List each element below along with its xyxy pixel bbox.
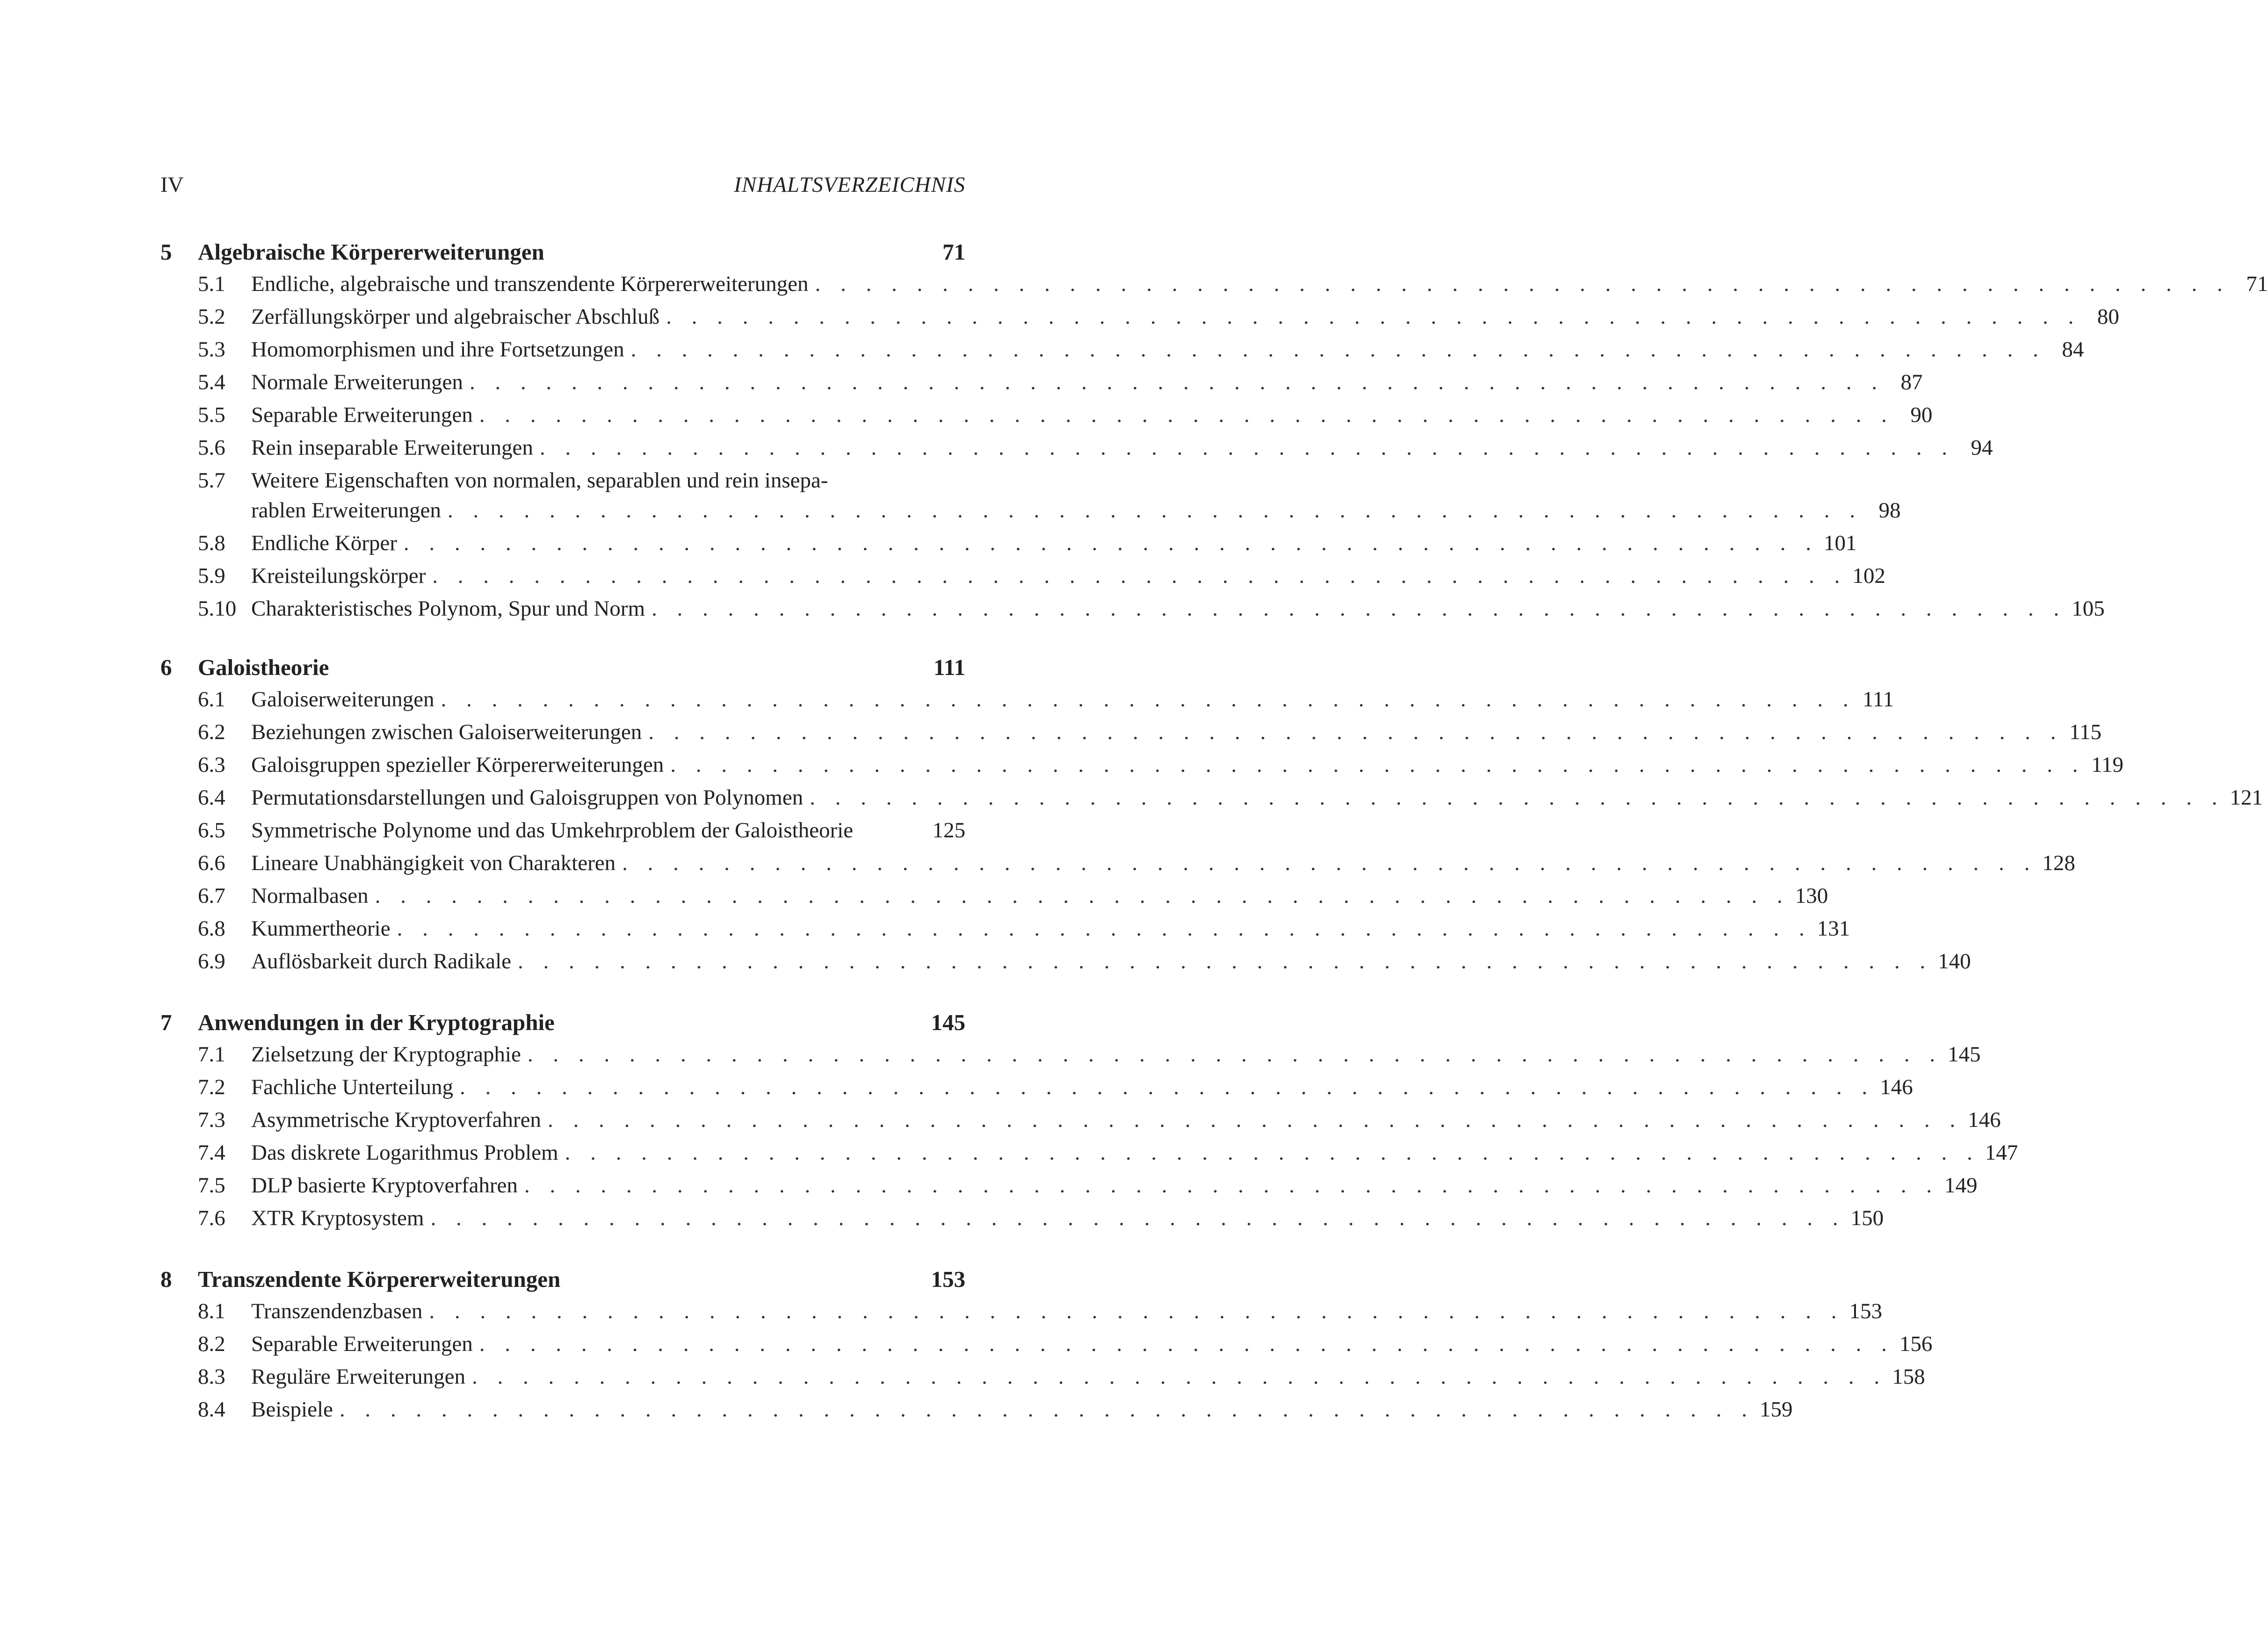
page-header (160, 172, 965, 200)
section-page: 102 (1852, 564, 1886, 588)
section-page: 159 (1760, 1397, 1793, 1422)
chapter-heading[interactable] (160, 654, 965, 687)
section-page: 87 (1900, 370, 1923, 394)
toc-entry[interactable] (160, 370, 1923, 402)
section-title: Endliche, algebraische und transzendente Körpererweiterungen (251, 272, 809, 296)
section-title: DLP basierte Kryptoverfahren (251, 1173, 518, 1198)
section-number: 6.6 (198, 851, 225, 875)
section-title: Homomorphismen und ihre Fortsetzungen (251, 337, 624, 362)
section-page: 121 (2230, 785, 2263, 810)
dot-leader (479, 1331, 1894, 1357)
section-title: Kummertheorie (251, 916, 391, 941)
toc-entry[interactable] (160, 785, 2263, 818)
toc-entry[interactable] (160, 596, 2105, 629)
section-number: 5.6 (198, 436, 225, 460)
section-page: 150 (1850, 1206, 1884, 1230)
section-title: Separable Erweiterungen (251, 403, 473, 427)
section-page: 128 (2042, 851, 2075, 875)
toc-entry[interactable] (160, 530, 1857, 563)
toc-entry[interactable] (160, 1205, 1884, 1238)
section-title: Galoiserweiterungen (251, 687, 435, 712)
dot-leader (652, 596, 2066, 621)
section-page: 119 (2091, 753, 2123, 777)
toc-entry[interactable] (160, 883, 1828, 916)
toc-entry[interactable] (160, 271, 2268, 304)
toc-entry[interactable] (160, 687, 1894, 719)
toc-entry[interactable] (160, 1075, 1913, 1107)
section-number: 6.3 (198, 753, 225, 777)
dot-leader (429, 1299, 1844, 1324)
chapter-8 (160, 1266, 1933, 1430)
toc-entry[interactable] (160, 468, 1901, 530)
section-title: Zielsetzung der Kryptographie (251, 1042, 521, 1067)
page-number: IV (160, 173, 184, 197)
section-page: 94 (1971, 436, 1993, 460)
section-number: 7.4 (198, 1140, 225, 1165)
chapter-heading[interactable] (160, 239, 965, 271)
section-title: Charakteristisches Polynom, Spur und Norm (251, 596, 645, 621)
dot-leader (622, 850, 2037, 876)
section-page: 90 (1910, 403, 1933, 427)
toc-entry[interactable] (160, 1173, 1978, 1205)
dot-leader (565, 1140, 1980, 1165)
section-title: Lineare Unabhängigkeit von Charakteren (251, 851, 616, 875)
section-page: 98 (1878, 498, 1901, 523)
toc-entry[interactable] (160, 752, 2123, 785)
section-number: 6.2 (198, 720, 225, 744)
dot-leader (548, 1107, 1963, 1133)
section-number: 7.5 (198, 1173, 225, 1198)
section-title: Beispiele (251, 1397, 333, 1422)
dot-leader (432, 563, 1847, 588)
section-title: Galoisgruppen spezieller Körpererweiterungen (251, 753, 664, 777)
section-number: 5.10 (198, 596, 237, 621)
section-number: 8.2 (198, 1332, 225, 1356)
chapter-title: Anwendungen in der Kryptographie (198, 1009, 555, 1035)
toc-entry[interactable] (160, 402, 1933, 435)
chapter-number: 8 (160, 1266, 172, 1292)
section-page: 125 (932, 818, 965, 842)
dot-leader (810, 785, 2225, 810)
toc-entry[interactable] (160, 1364, 1925, 1397)
section-page: 146 (1880, 1075, 1913, 1099)
chapter-title: Algebraische Körpererweiterungen (198, 239, 544, 265)
dot-leader (460, 1075, 1875, 1100)
dot-leader (404, 530, 1819, 556)
dot-leader (479, 402, 1894, 428)
chapter-number: 5 (160, 239, 172, 265)
toc-entry[interactable] (160, 818, 965, 850)
dot-leader (448, 498, 1862, 523)
section-title: Reguläre Erweiterungen (251, 1365, 466, 1389)
section-number: 7.2 (198, 1075, 225, 1099)
chapter-6 (160, 654, 2263, 981)
dot-leader (340, 1397, 1754, 1422)
section-title: Zerfällungskörper und algebraischer Abschluß (251, 305, 660, 329)
section-number: 7.1 (198, 1042, 225, 1067)
toc-entry[interactable] (160, 719, 2101, 752)
dot-leader (518, 949, 1933, 974)
section-page: 149 (1944, 1173, 1978, 1198)
chapter-number: 7 (160, 1009, 172, 1035)
section-page: 158 (1892, 1365, 1925, 1389)
section-title: Das diskrete Logarithmus Problem (251, 1140, 558, 1165)
section-title: Fachliche Unterteilung (251, 1075, 453, 1099)
section-title: Kreisteilungskörper (251, 564, 426, 588)
dot-leader (528, 1042, 1942, 1067)
toc-entry[interactable] (160, 850, 2075, 883)
chapter-5 (160, 239, 2268, 629)
section-title: Normalbasen (251, 884, 369, 908)
section-number: 5.2 (198, 305, 225, 329)
section-number: 6.7 (198, 884, 225, 908)
section-page: 145 (1948, 1042, 1981, 1067)
toc-entry[interactable] (160, 1107, 2001, 1140)
toc-entry[interactable] (160, 916, 1850, 949)
section-number: 8.4 (198, 1397, 225, 1422)
dot-leader (375, 883, 1790, 908)
section-number: 5.8 (198, 531, 225, 555)
section-number: 5.9 (198, 564, 225, 588)
section-page: 156 (1899, 1332, 1933, 1356)
chapter-page: 111 (933, 654, 965, 680)
chapter-heading[interactable] (160, 1009, 965, 1042)
section-title-line2: rablen Erweiterungen (251, 498, 441, 523)
toc-entry[interactable] (160, 1299, 1883, 1331)
chapter-7 (160, 1009, 2018, 1238)
dot-leader (648, 719, 2063, 745)
dot-leader (472, 1364, 1887, 1389)
section-number: 5.7 (198, 468, 225, 493)
section-page: 130 (1795, 884, 1828, 908)
section-page: 146 (1968, 1108, 2001, 1132)
toc-entry[interactable] (160, 435, 1993, 468)
section-page: 80 (2097, 305, 2119, 329)
chapter-page: 71 (942, 239, 965, 265)
dot-leader (670, 752, 2085, 777)
toc-entry[interactable] (160, 1331, 1933, 1364)
section-number: 8.1 (198, 1299, 225, 1323)
dot-leader (631, 337, 2046, 362)
section-page: 105 (2072, 596, 2105, 621)
section-page: 115 (2069, 720, 2101, 744)
section-title: XTR Kryptosystem (251, 1206, 424, 1230)
chapter-page: 145 (931, 1009, 965, 1035)
dot-leader (666, 304, 2081, 329)
section-title-line1: Weitere Eigenschaften von normalen, separablen und rein insepa- (251, 468, 828, 493)
section-page: 84 (2062, 337, 2084, 362)
section-number: 5.3 (198, 337, 225, 362)
section-number: 5.1 (198, 272, 225, 296)
section-number: 7.3 (198, 1108, 225, 1132)
section-title: Symmetrische Polynome und das Umkehrproblem der Galoistheorie (251, 818, 854, 842)
section-page: 147 (1985, 1140, 2018, 1165)
dot-leader (540, 435, 1955, 460)
section-page: 140 (1938, 949, 1971, 973)
section-number: 6.1 (198, 687, 225, 712)
toc-entry[interactable] (160, 1397, 1793, 1430)
chapter-heading[interactable] (160, 1266, 965, 1299)
section-page: 131 (1817, 916, 1850, 941)
dot-leader (524, 1173, 1939, 1198)
section-number: 6.4 (198, 785, 225, 810)
section-title: Separable Erweiterungen (251, 1332, 473, 1356)
toc-entry[interactable] (160, 949, 1971, 981)
dot-leader (397, 916, 1812, 941)
section-page: 111 (1862, 687, 1894, 712)
section-number: 7.6 (198, 1206, 225, 1230)
chapter-page: 153 (931, 1266, 965, 1292)
section-number: 6.5 (198, 818, 225, 842)
section-number: 8.3 (198, 1365, 225, 1389)
section-title: Endliche Körper (251, 531, 397, 555)
toc-entry[interactable] (160, 1042, 1981, 1075)
toc-entry[interactable] (160, 304, 2119, 337)
section-page: 71 (2246, 272, 2268, 296)
section-number: 5.4 (198, 370, 225, 394)
section-number: 5.5 (198, 403, 225, 427)
section-page: 101 (1824, 531, 1857, 555)
chapter-number: 6 (160, 654, 172, 680)
section-title: Rein inseparable Erweiterungen (251, 436, 533, 460)
section-title: Auflösbarkeit durch Radikale (251, 949, 511, 973)
chapter-title: Galoistheorie (198, 654, 329, 680)
section-title: Normale Erweiterungen (251, 370, 463, 394)
section-number: 6.8 (198, 916, 225, 941)
dot-leader (470, 370, 1884, 395)
dot-leader (441, 687, 1856, 712)
section-title: Transzendenzbasen (251, 1299, 423, 1323)
section-page: 153 (1849, 1299, 1883, 1323)
section-title: Asymmetrische Kryptoverfahren (251, 1108, 541, 1132)
running-title: INHALTSVERZEICHNIS (734, 173, 965, 197)
toc-entry[interactable] (160, 563, 1886, 596)
section-title: Beziehungen zwischen Galoiserweiterungen (251, 720, 642, 744)
section-number: 6.9 (198, 949, 225, 973)
section-title: Permutationsdarstellungen und Galoisgruppen von Polynomen (251, 785, 804, 810)
chapter-title: Transzendente Körpererweiterungen (198, 1266, 561, 1292)
dot-leader (815, 271, 2230, 297)
toc-entry[interactable] (160, 337, 2084, 370)
dot-leader (430, 1205, 1845, 1231)
toc-entry[interactable] (160, 1140, 2018, 1173)
